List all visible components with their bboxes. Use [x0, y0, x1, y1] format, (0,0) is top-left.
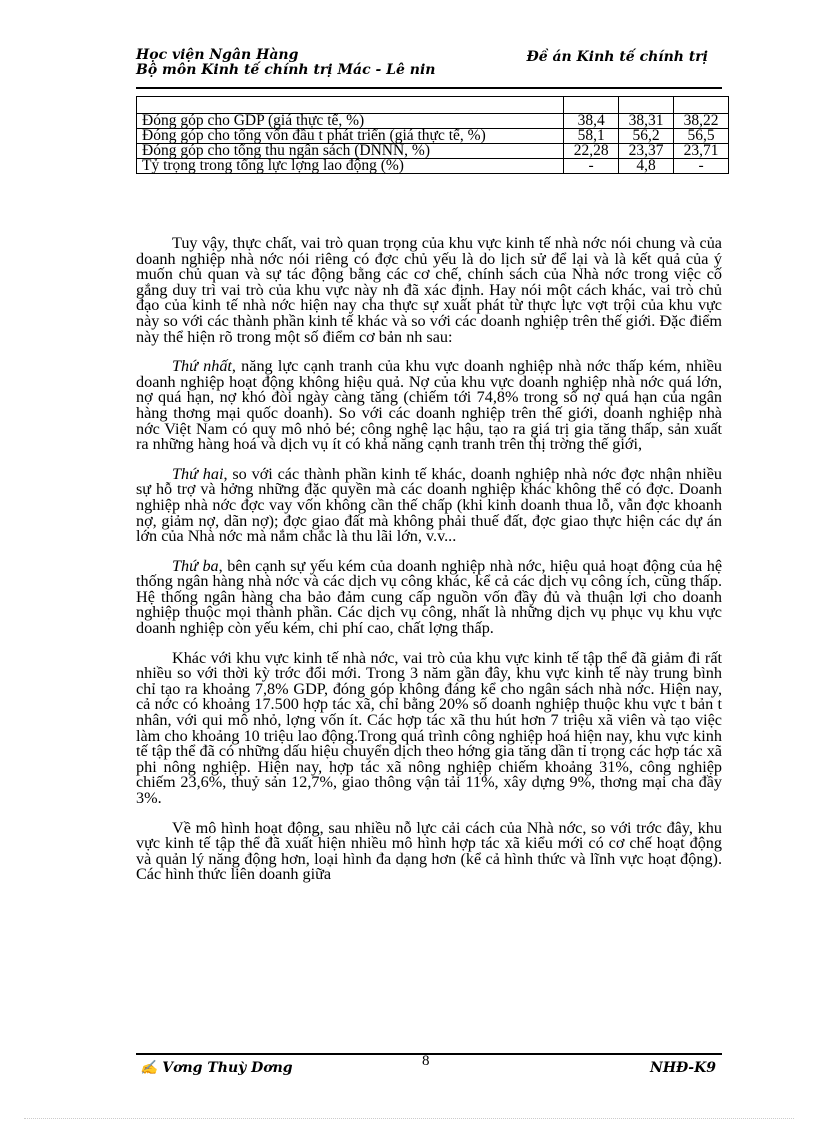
table-cell-value: -: [564, 159, 619, 174]
paragraph-second-point: [136, 464, 722, 546]
header-school: Học viện Ngân Hàng: [136, 47, 299, 63]
table-cell-value: 23,37: [619, 144, 674, 159]
page-number: 8: [422, 1053, 430, 1069]
table-cell-value: [619, 97, 674, 114]
header-title: Đề án Kinh tế chính trị: [526, 49, 708, 65]
table-cell-value: 56,5: [674, 129, 729, 144]
table-cell-value: 23,71: [674, 144, 729, 159]
table-cell-label: Tỷ trọng trong tổng lực lợng lao động (%): [137, 159, 564, 174]
table-cell-value: 4,8: [619, 159, 674, 174]
point-text: , năng lực cạnh tranh của khu vực doanh nghiệp nhà nớc thấp kém, nhiều doanh nghiệp hoạt động không hiệu quả. Nợ của khu vực doanh nghiệp nhà nớc quá lớn, nợ quá hạn, nợ khó đòi ngày càng tăng (chiếm tới 74,8% trong số nợ quá hạn của ngân hàng thơng mại quốc doanh). So với các doanh nghiệp trên thế giới, doanh nghiệp nhà nớc Việt Nam có quy mô nhỏ bé; công nghệ lạc hậu, tạo ra giá trị gia tăng thấp, sản xuất ra những hàng hoá và dịch vụ ít có khả năng cạnh tranh trên thị trờng thế giới,: [136, 357, 722, 454]
point-lead: Thứ hai: [172, 464, 224, 483]
header-institution: [136, 48, 435, 78]
paragraph-operating-model: Về mô hình hoạt động, sau nhiều nỗ lực cải cách của Nhà nớc, so với trớc đây, khu vực kinh tế tập thể đã xuất hiện nhiều mô hình hợp tác xã kiểu mới có cơ chế hoạt động và quản lý năng động hơn, loại hình đa dạng hơn (kể cả hình thức và lĩnh vực hoạt động). Các hình thức liên doanh giữa: [136, 818, 722, 884]
paragraph-collective-economy: Khác với khu vực kinh tế nhà nớc, vai trò của khu vực kinh tế tập thể đã giảm đi rất nhiều so với thời kỳ trớc đổi mới. Trong 3 năm gần đây, khu vực kinh tế này trung bình chỉ tạo ra khoảng 7,8% GDP, đóng góp không đáng kể cho ngân sách nhà nớc. Hiện nay, cả nớc có khoảng 17.500 hợp tác xã, chỉ bằng 20% số doanh nghiệp thuộc khu vực t bản t nhân, với qui mô nhỏ, lợng vốn ít. Các hợp tác xã thu hút hơn 7 triệu xã viên và tạo việc làm cho khoảng 10 triệu lao động.Trong quá trình công nghiệp hoá hiện nay, khu vực kinh tế tập thể đã có những dấu hiệu chuyển dịch theo hớng gia tăng dần tỉ trọng các hợp tác xã phi nông nghiệp. Hiện nay, hợp tác xã nông nghiệp chiếm khoảng 31%, công nghiệp chiếm 23,6%, thuỷ sản 12,7%, giao thông vận tải 11%, xây dựng 9%, thơng mại cha đầy 3%.: [136, 648, 722, 807]
table-row: [137, 159, 729, 174]
paragraph-third-point: [136, 556, 722, 638]
header-department: Bộ môn Kinh tế chính trị Mác - Lê nin: [136, 62, 436, 78]
footer-author: ✍ Vơng Thuỳ Dơng: [140, 1060, 293, 1076]
footer-class-code: NHĐ-K9: [650, 1060, 716, 1076]
header-rule: [136, 87, 722, 89]
point-text: , so với các thành phần kinh tế khác, doanh nghiệp nhà nớc đợc nhận nhiều sự hỗ trợ và hởng những đặc quyền mà các doanh nghiệp khác không thể có đợc. Doanh nghiệp nhà nớc đợc vay vốn không cần thế chấp (khi kinh doanh thua lỗ, vẫn đợc khoanh nợ, giảm nợ, dãn nợ); đợc giao đất mà không phải thuế đất, đợc giao thực hiện các dự án lớn của Nhà nớc mà nắm chắc là thu lãi lớn, v.v...: [136, 464, 722, 546]
table-cell-value: 22,28: [564, 144, 619, 159]
table-row: [137, 97, 729, 114]
paragraph-first-point: [136, 359, 722, 453]
table-cell-label: [137, 97, 564, 114]
page-edge-divider: [24, 1118, 794, 1119]
point-text: , bên cạnh sự yếu kém của doanh nghiệp nhà nớc, hiệu quả hoạt động của hệ thống ngân hàng nhà nớc và các dịch vụ công khác, kể cả các dịch vụ công ích, cũng thấp. Hệ thống ngân hàng cha bảo đảm cung cấp nguồn vốn đầy đủ và thuận lợi cho doanh nghiệp thuộc mọi thành phần. Các dịch vụ công, nhất là những dịch vụ phục vụ khu vực doanh nghiệp còn yếu kém, chi phí cao, chất lợng thấp.: [136, 556, 722, 638]
table-cell-value: [674, 97, 729, 114]
table-cell-value: 38,31: [619, 114, 674, 129]
statistics-table: [136, 96, 729, 174]
paragraph-intro: Tuy vậy, thực chất, vai trò quan trọng của khu vực kinh tế nhà nớc nói chung và của doanh nghiệp nhà nớc nói riêng có đợc chủ yếu là do lịch sử để lại và là kết quả của ý muốn chủ quan và sự tác động bằng các cơ chế, chính sách của Nhà nớc trong việc cố gắng duy trì vai trò của khu vực này nh đã xác định. Hay nói một cách khác, vai trò chủ đạo của kinh tế nhà nớc hiện nay cha thực sự xuất phát từ thực lực vợt trội của khu vực này so với các thành phần kinh tế khác và so với các doanh nghiệp trên thế giới. Đặc điểm này thể hiện rõ trong một số điểm cơ bản nh sau:: [136, 234, 722, 346]
body-text: [136, 236, 722, 897]
table-cell-value: [564, 97, 619, 114]
table-cell-value: 56,2: [619, 129, 674, 144]
table-cell-label: Đóng góp cho tổng vốn đầu t phát triển (giá thực tế, %): [137, 129, 564, 144]
table-cell-label: Đóng góp cho GDP (giá thực tế, %): [137, 114, 564, 129]
table-cell-value: 38,22: [674, 114, 729, 129]
table-cell-value: -: [674, 159, 729, 174]
point-lead: Thứ nhất: [172, 357, 232, 376]
table-cell-value: 38,4: [564, 114, 619, 129]
point-lead: Thứ ba: [172, 556, 219, 575]
table-cell-value: 58,1: [564, 129, 619, 144]
table-cell-label: Đóng góp cho tổng thu ngân sách (DNNN, %): [137, 144, 564, 159]
